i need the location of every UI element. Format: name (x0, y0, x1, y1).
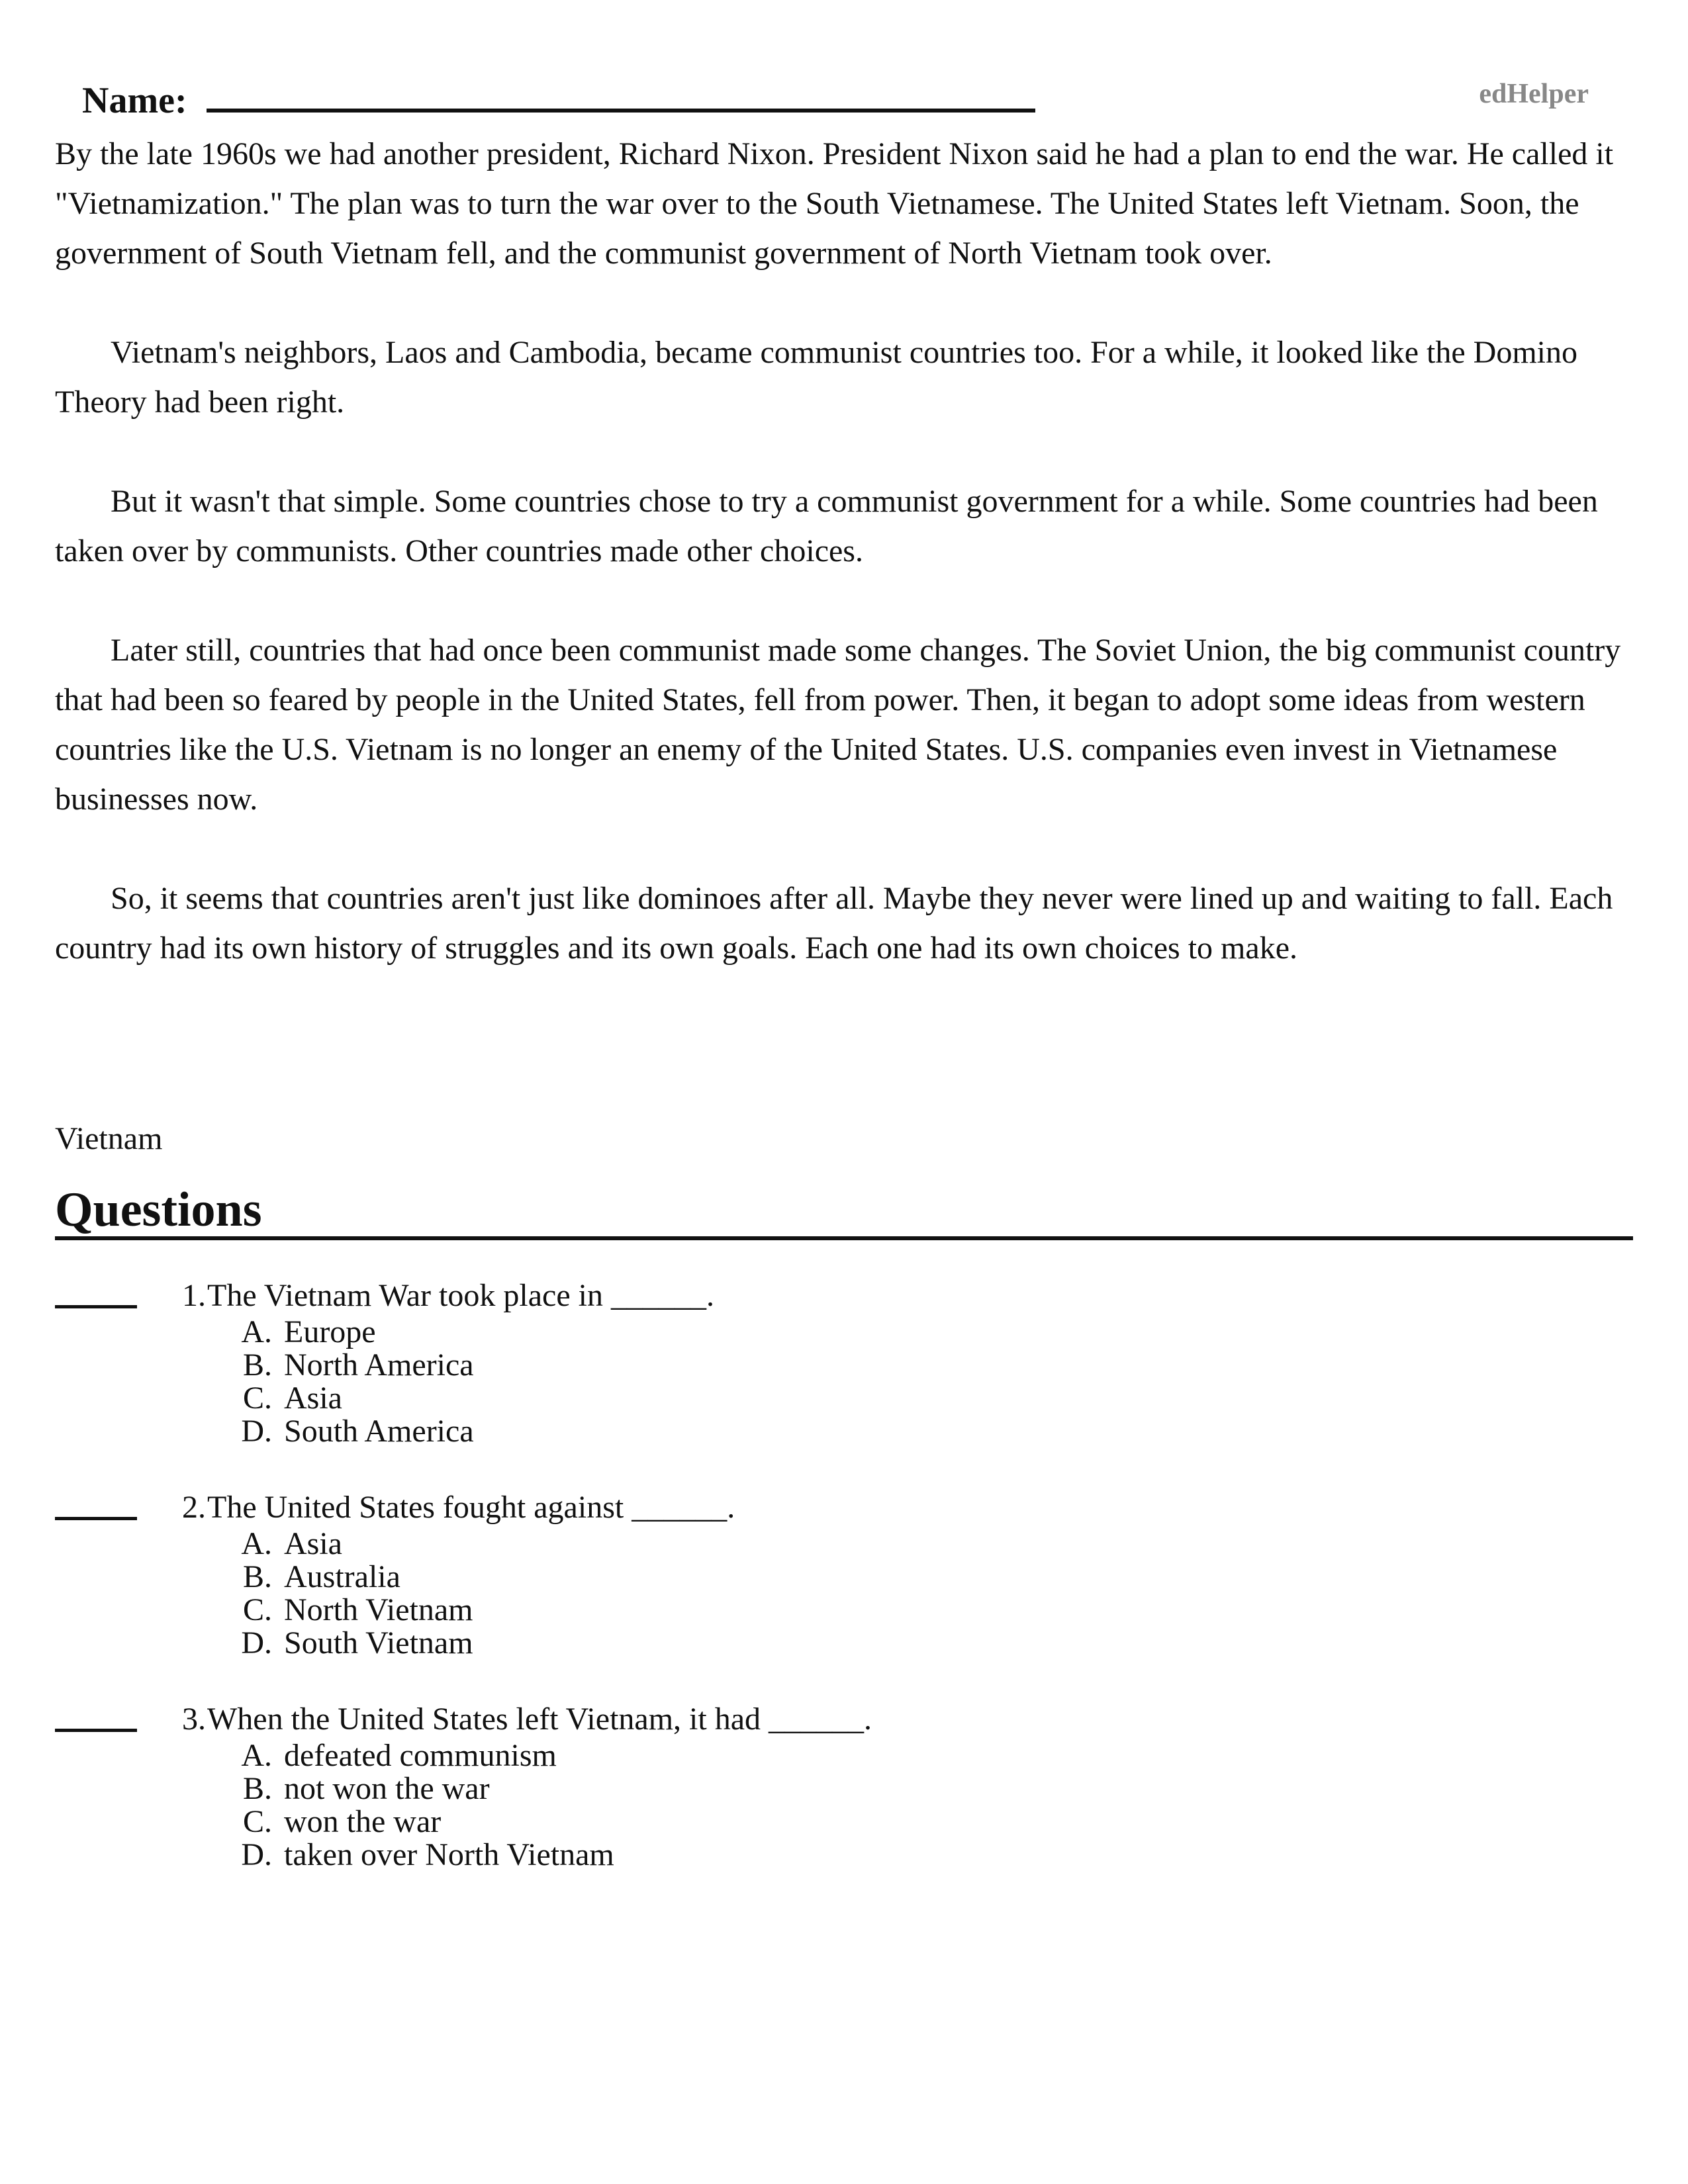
choice-letter: A. (241, 1526, 272, 1561)
brand-label: edHelper (1479, 79, 1589, 109)
choice-item (228, 1415, 474, 1448)
questions-title: Questions (55, 1183, 262, 1237)
choice-item (228, 1561, 473, 1594)
question-number: 2. (182, 1490, 206, 1525)
choice-letter: A. (241, 1314, 272, 1349)
passage-paragraph: Later still, countries that had once been communist made some changes. The Soviet Union, the big communist country that had been so feared by people in the United States, fell from power. Then, it began to adopt some ideas from western countries like the U.S. Vietnam is no longer an enemy of the United States. U.S. companies even invest in Vietnamese businesses now. (55, 633, 1621, 817)
choice-item (228, 1316, 474, 1349)
choice-item (228, 1594, 473, 1627)
question-text: When the United States left Vietnam, it had ______. (207, 1702, 872, 1737)
choice-item (228, 1527, 473, 1561)
choice-letter: D. (241, 1625, 272, 1661)
passage-paragraph: Vietnam's neighbors, Laos and Cambodia, became communist countries too. For a while, it looked like the Domino Theory had been right. (55, 335, 1577, 420)
choice-letter: C. (242, 1804, 272, 1839)
choice-item (228, 1805, 614, 1839)
question-2 (55, 1482, 1577, 1694)
choice-text: won the war (284, 1804, 442, 1839)
choice-text: North Vietnam (284, 1592, 473, 1627)
choice-item (228, 1772, 614, 1805)
choice-item (228, 1739, 614, 1772)
questions-list (55, 1271, 1577, 1906)
question-number: 1. (182, 1278, 206, 1313)
passage-paragraph: But it wasn't that simple. Some countries chose to try a communist government for a while. Some countries had been taken over by communists. Other countries made other choices. (55, 484, 1598, 569)
choice-letter: B. (242, 1771, 272, 1806)
source-label: Vietnam (55, 1121, 163, 1156)
question-3 (55, 1694, 1577, 1906)
choice-item (228, 1349, 474, 1382)
choice-text: Australia (284, 1559, 400, 1594)
choice-text: Europe (284, 1314, 376, 1349)
choice-letter: B. (242, 1559, 272, 1594)
answer-blank[interactable] (55, 1729, 137, 1732)
passage-paragraph: So, it seems that countries aren't just like dominoes after all. Maybe they never were lined up and waiting to fall. Each country had its own history of struggles and its own goals. Each one had its own choices to make. (55, 881, 1613, 966)
choice-item (228, 1382, 474, 1415)
choice-item (228, 1839, 614, 1872)
choice-text: South Vietnam (284, 1625, 473, 1661)
name-blank-line[interactable] (207, 109, 1035, 113)
choice-letter: B. (242, 1347, 272, 1383)
name-label: Name: (82, 80, 187, 121)
choice-text: taken over North Vietnam (284, 1837, 614, 1872)
choice-letter: C. (242, 1381, 272, 1416)
answer-blank[interactable] (55, 1517, 137, 1520)
choice-letter: D. (241, 1414, 272, 1449)
choice-text: North America (284, 1347, 474, 1383)
choice-text: Asia (284, 1381, 342, 1416)
reading-passage (55, 129, 1644, 1023)
questions-header (55, 1170, 1633, 1240)
question-1 (55, 1271, 1577, 1482)
passage-paragraph: By the late 1960s we had another president, Richard Nixon. President Nixon said he had a plan to end the war. He called it "Vietnamization." The plan was to turn the war over to the South Vietnamese. The United States left Vietnam. Soon, the government of South Vietnam fell, and the communist government of North Vietnam took over. (55, 136, 1614, 271)
choice-list (228, 1739, 614, 1872)
choice-item (228, 1627, 473, 1660)
answer-blank[interactable] (55, 1305, 137, 1308)
choice-text: defeated communism (284, 1738, 557, 1773)
choice-text: South America (284, 1414, 474, 1449)
choice-letter: D. (241, 1837, 272, 1872)
choice-letter: A. (241, 1738, 272, 1773)
choice-list (228, 1527, 473, 1660)
choice-text: Asia (284, 1526, 342, 1561)
question-text: The United States fought against ______. (207, 1490, 735, 1525)
question-number: 3. (182, 1702, 206, 1737)
choice-letter: C. (242, 1592, 272, 1627)
question-text: The Vietnam War took place in ______. (207, 1278, 714, 1313)
choice-text: not won the war (284, 1771, 490, 1806)
choice-list (228, 1316, 474, 1448)
